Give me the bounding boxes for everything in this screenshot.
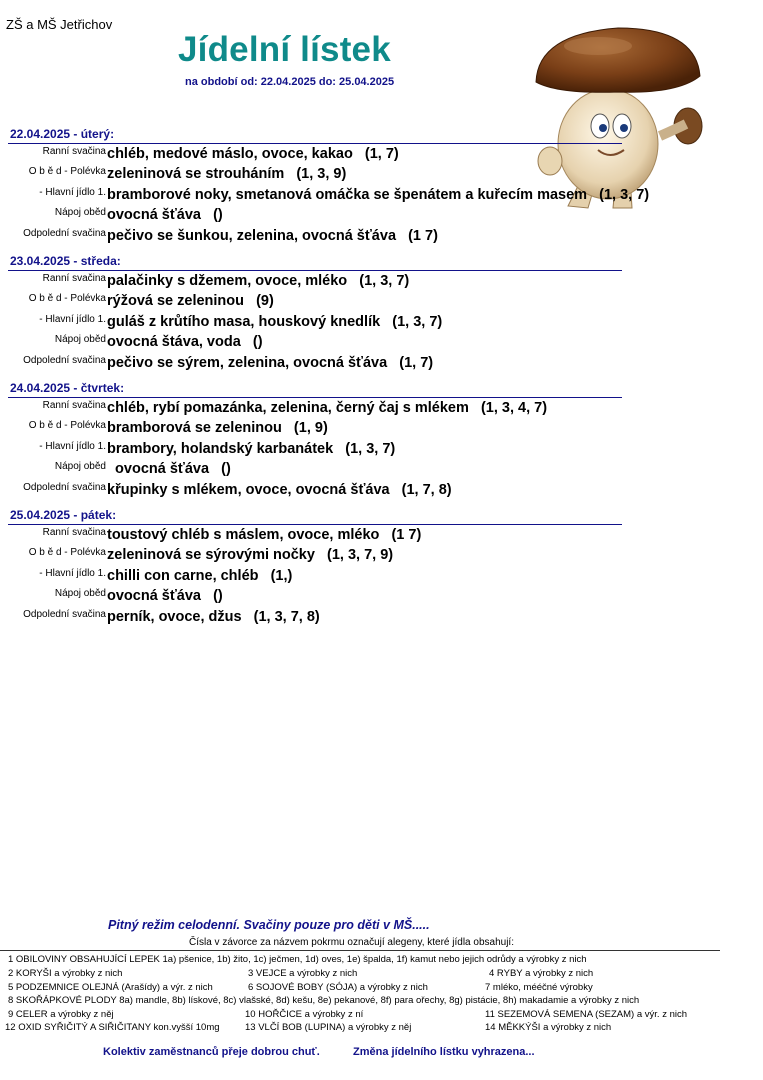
- menu-row: [8, 586, 622, 606]
- allergen-item: 7 mléko, mééčné výrobky: [485, 982, 593, 993]
- meal-text: bramborová se zeleninou (1, 9): [107, 420, 328, 437]
- meal-text: zeleninová se strouháním (1, 3, 9): [107, 166, 347, 183]
- day-section: [8, 381, 622, 500]
- menu-row: [8, 480, 622, 500]
- menu-row: [8, 226, 622, 246]
- meal-text: rýžová se zeleninou (9): [107, 293, 274, 310]
- divider: [0, 950, 720, 951]
- meal-text: zeleninová se sýrovými nočky (1, 3, 7, 9): [107, 547, 394, 564]
- day-section: [8, 508, 622, 627]
- allergen-item: 2 KORYŠI a výrobky z nich: [8, 968, 123, 979]
- allergen-intro: Čísla v závorce za názvem pokrmu označují alegeny, které jídla obsahují:: [189, 937, 514, 948]
- meal-label: O b ě d - Polévka: [28, 547, 106, 559]
- menu-row: [8, 545, 622, 565]
- allergen-item: 12 OXID SYŘIČITÝ A SIŘIČITANY kon.vyšší 10mg: [5, 1022, 220, 1033]
- day-date: 24.04.2025 - čtvrtek:: [8, 381, 622, 398]
- meal-label: Odpolední svačina: [23, 354, 106, 366]
- allergen-item: 4 RYBY a výrobky z nich: [489, 968, 594, 979]
- menu-row: [8, 164, 622, 184]
- meal-label: Nápoj oběd: [54, 207, 106, 219]
- day-section: [8, 127, 650, 246]
- meal-label: Ranní svačina: [42, 273, 106, 284]
- meal-label: - Hlavní jídlo 1.: [39, 440, 106, 452]
- allergen-item: 13 VLČÍ BOB (LUPINA) a výrobky z něj: [245, 1022, 412, 1033]
- menu-row: [8, 607, 622, 627]
- meal-text: pečivo se sýrem, zelenina, ovocná šťáva (1, 7): [107, 354, 434, 371]
- meal-label: - Hlavní jídlo 1.: [39, 567, 106, 579]
- meal-text: chilli con carne, chléb (1,): [107, 567, 293, 584]
- meal-text: perník, ovoce, džus (1, 3, 7, 8): [107, 608, 320, 625]
- allergen-item: 5 PODZEMNICE OLEJNÁ (Arašídy) a výr. z nich: [8, 982, 213, 993]
- allergen-item: 1 OBILOVINY OBSAHUJÍCÍ LEPEK 1a) pšenice, 1b) žito, 1c) ječmen, 1d) oves, 1e) špalda, 1f) kamut nebo jejich odrůdy a výrobky z nich: [8, 954, 587, 965]
- footer-reserve: Změna jídelního lístku vyhrazena...: [353, 1046, 535, 1058]
- allergen-item: 3 VEJCE a výrobky z nich: [248, 968, 358, 979]
- school-name: ZŠ a MŠ Jetřichov: [6, 17, 113, 32]
- meal-label: Nápoj oběd: [54, 334, 106, 346]
- menu-row: [8, 144, 622, 164]
- meal-text: bramborové noky, smetanová omáčka se špenátem a kuřecím masem (1, 3, 7): [107, 186, 650, 203]
- meal-text: pečivo se šunkou, zelenina, ovocná šťáva (1 7): [107, 227, 438, 244]
- allergen-item: 8 SKOŘÁPKOVÉ PLODY 8a) mandle, 8b) lískové, 8c) vlašské, 8d) kešu, 8e) pekanové, 8f) para ořechy, 8g) pistácie, 8h) makadamie a výrobky z nich: [8, 995, 640, 1006]
- meal-label: O b ě d - Polévka: [28, 293, 106, 305]
- menu-period: na období od: 22.04.2025 do: 25.04.2025: [185, 76, 395, 88]
- meal-label: Odpolední svačina: [23, 481, 106, 493]
- meal-text: chléb, medové máslo, ovoce, kakao (1, 7): [107, 146, 399, 162]
- menu-row: [8, 525, 622, 545]
- meal-text: palačinky s džemem, ovoce, mléko (1, 3, 7): [107, 273, 410, 289]
- meal-text: ovocná šťáva (): [107, 207, 223, 224]
- meal-label: O b ě d - Polévka: [28, 420, 106, 432]
- meal-text: toustový chléb s máslem, ovoce, mléko (1 7): [107, 527, 422, 543]
- menu-row: [8, 459, 622, 479]
- allergen-item: 6 SOJOVÉ BOBY (SÓJA) a výrobky z nich: [248, 982, 428, 993]
- allergen-item: 10 HOŘČICE a výrobky z ní: [245, 1009, 364, 1020]
- menu-row: [8, 205, 622, 225]
- meal-label: Ranní svačina: [42, 146, 106, 157]
- meal-label: O b ě d - Polévka: [28, 166, 106, 178]
- menu-row: [8, 185, 650, 205]
- menu-row: [8, 439, 622, 459]
- meal-text: křupinky s mlékem, ovoce, ovocná šťáva (1, 7, 8): [107, 481, 452, 498]
- menu-row: [8, 398, 622, 418]
- meal-label: Odpolední svačina: [23, 608, 106, 620]
- meal-label: - Hlavní jídlo 1.: [39, 186, 106, 198]
- meal-label: Ranní svačina: [42, 400, 106, 411]
- allergen-item: 14 MĚKKÝŠI a výrobky z nich: [485, 1022, 612, 1033]
- meal-label: Ranní svačina: [42, 527, 106, 538]
- meal-text: brambory, holandský karbanátek (1, 3, 7): [107, 440, 396, 457]
- menu-row: [8, 271, 622, 291]
- day-date: 23.04.2025 - středa:: [8, 254, 622, 271]
- menu-row: [8, 353, 622, 373]
- day-date: 22.04.2025 - úterý:: [8, 127, 622, 144]
- meal-label: - Hlavní jídlo 1.: [39, 313, 106, 325]
- meal-label: Nápoj oběd: [54, 588, 106, 600]
- day-date: 25.04.2025 - pátek:: [8, 508, 622, 525]
- meal-label: Odpolední svačina: [23, 227, 106, 239]
- page-title: Jídelní lístek: [178, 30, 391, 69]
- drinking-note: Pitný režim celodenní. Svačiny pouze pro děti v MŠ.....: [108, 918, 430, 932]
- footer-wish: Kolektiv zaměstnanců přeje dobrou chuť.: [103, 1046, 320, 1058]
- allergen-item: 11 SEZEMOVÁ SEMENA (SEZAM) a výr. z nich: [485, 1009, 688, 1020]
- day-section: [8, 254, 622, 373]
- menu-row: [8, 332, 622, 352]
- menu-row: [8, 566, 622, 586]
- meal-text: ovocná šťáva (): [107, 588, 223, 605]
- meal-text: chléb, rybí pomazánka, zelenina, černý čaj s mlékem (1, 3, 4, 7): [107, 400, 548, 416]
- menu-row: [8, 418, 622, 438]
- meal-label: Nápoj oběd: [54, 461, 106, 473]
- allergen-item: 9 CELER a výrobky z něj: [8, 1009, 114, 1020]
- menu-row: [8, 312, 622, 332]
- menu-row: [8, 291, 622, 311]
- meal-text: guláš z krůtího masa, houskový knedlík (1, 3, 7): [107, 313, 443, 330]
- meal-text: ovocná šťáva (): [107, 461, 231, 478]
- meal-text: ovocná štáva, voda (): [107, 334, 263, 351]
